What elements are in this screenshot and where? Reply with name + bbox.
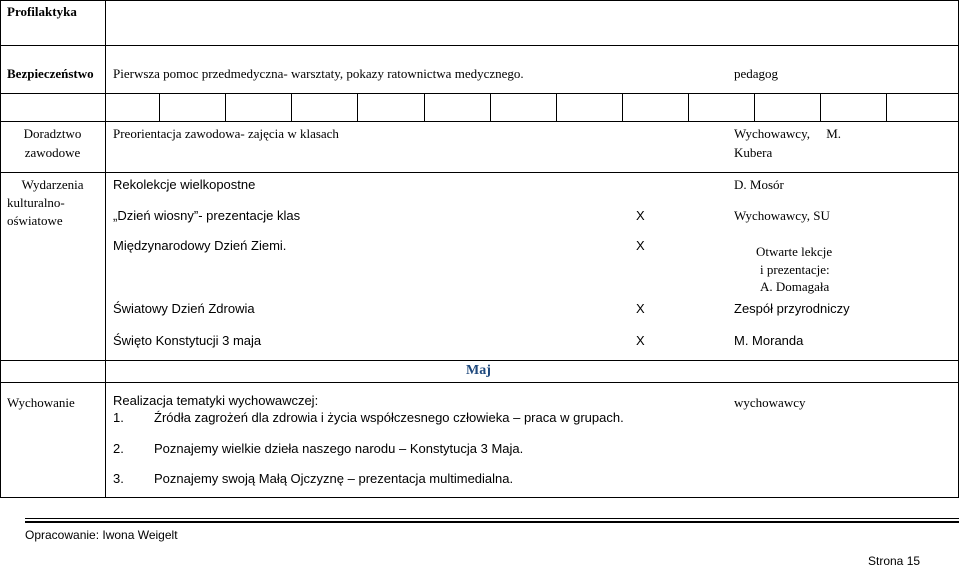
event-activity: Rekolekcje wielkopostne xyxy=(113,177,256,192)
cell-divider xyxy=(622,93,623,121)
row-line xyxy=(0,382,959,383)
cell-divider xyxy=(754,93,755,121)
table-border-left xyxy=(0,0,1,498)
row-line xyxy=(0,172,959,173)
category-wydarzenia-line2: kulturalno- xyxy=(7,195,65,210)
cell-divider xyxy=(556,93,557,121)
activity-preorientacja: Preorientacja zawodowa- zajęcia w klasach xyxy=(113,126,339,141)
cell-divider xyxy=(225,93,226,121)
responsible-wychowawcy: wychowawcy xyxy=(734,395,806,410)
category-profilaktyka: Profilaktyka xyxy=(7,4,77,19)
category-wydarzenia-line1: Wydarzenia xyxy=(21,177,84,192)
event-activity: Międzynarodowy Dzień Ziemi. xyxy=(113,238,287,253)
cell-divider xyxy=(820,93,821,121)
event-responsible-line1: Otwarte lekcje xyxy=(756,244,833,259)
cell-divider xyxy=(159,93,160,121)
event-mark: X xyxy=(636,333,645,348)
category-wychowanie: Wychowanie xyxy=(7,395,75,410)
cell-divider xyxy=(424,93,425,121)
category-bezpieczenstwo: Bezpieczeństwo xyxy=(7,66,94,81)
cell-divider xyxy=(886,93,887,121)
cell-divider xyxy=(357,93,358,121)
row-line xyxy=(0,121,959,122)
cell-divider xyxy=(291,93,292,121)
category-doradztwo-line2: zawodowe xyxy=(24,145,81,160)
list-item-number: 3. xyxy=(113,471,124,486)
wychowanie-intro: Realizacja tematyki wychowawczej: xyxy=(113,393,319,408)
row-line xyxy=(0,0,959,1)
event-responsible: Wychowawcy, SU xyxy=(734,208,830,223)
column-divider xyxy=(105,0,106,498)
list-item-number: 2. xyxy=(113,441,124,456)
list-item-text: Poznajemy swoją Małą Ojczyznę – prezentacja multimedialna. xyxy=(154,471,514,486)
activity-first-aid: Pierwsza pomoc przedmedyczna- warsztaty, pokazy ratownictwa medycznego. xyxy=(113,66,524,81)
responsible-pedagog: pedagog xyxy=(734,66,779,81)
event-mark: X xyxy=(636,301,645,316)
responsible-doradztwo-line2: Kubera xyxy=(734,145,773,160)
event-mark: X xyxy=(636,238,645,253)
row-line xyxy=(0,360,959,361)
event-responsible-line2: i prezentacje: xyxy=(760,262,830,277)
event-activity: „Dzień wiosny”- prezentacje klas xyxy=(113,208,301,223)
event-responsible: Zespół przyrodniczy xyxy=(734,301,850,316)
event-responsible: D. Mosór xyxy=(734,177,784,192)
list-item-text: Źródła zagrożeń dla zdrowia i życia współczesnego człowieka – praca w grupach. xyxy=(154,410,624,425)
category-doradztwo-line1: Doradztwo xyxy=(23,126,82,141)
list-item-number: 1. xyxy=(113,410,124,425)
month-header: Maj xyxy=(466,363,491,378)
event-mark: X xyxy=(636,208,645,223)
category-wydarzenia-line3: oświatowe xyxy=(7,213,63,228)
list-item-text: Poznajemy wielkie dzieła naszego narodu – Konstytucja 3 Maja. xyxy=(154,441,524,456)
cell-divider xyxy=(490,93,491,121)
event-activity: Światowy Dzień Zdrowia xyxy=(113,301,255,316)
footer-rule xyxy=(25,518,959,523)
event-activity: Święto Konstytucji 3 maja xyxy=(113,333,262,348)
cell-divider xyxy=(688,93,689,121)
row-line xyxy=(0,497,959,498)
row-line xyxy=(0,45,959,46)
event-responsible-line3: A. Domagała xyxy=(760,279,830,294)
event-responsible: M. Moranda xyxy=(734,333,804,348)
footer-author: Opracowanie: Iwona Weigelt xyxy=(25,528,178,542)
footer-page-number: Strona 15 xyxy=(868,554,921,568)
responsible-doradztwo-line1: Wychowawcy, M. xyxy=(734,126,842,141)
row-line xyxy=(0,93,959,94)
